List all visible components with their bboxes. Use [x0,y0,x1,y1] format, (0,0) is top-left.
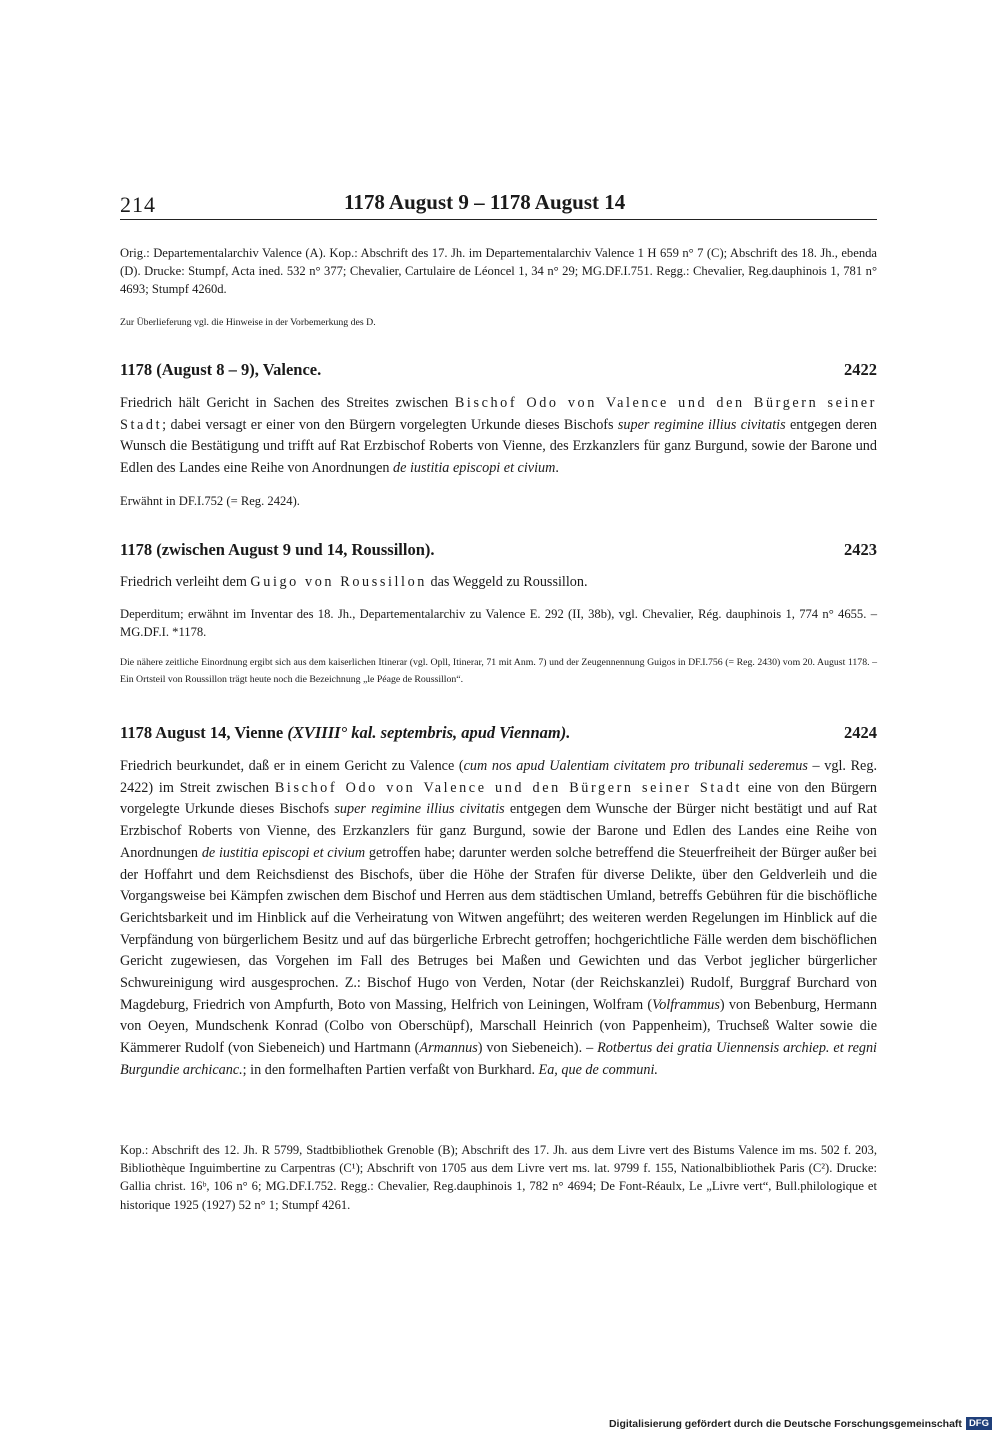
prev-entry-note: Zur Überlieferung vgl. die Hinweise in der Vorbemerkung des D. [120,317,376,328]
entry-2423-regest: Friedrich verleiht dem Guigo von Roussillon das Weggeld zu Roussillon. [120,574,588,590]
entry-date: 1178 August 14, Vienne (XVIIII° kal. septembris, apud Viennam). [120,723,571,742]
entry-2423-heading [120,540,877,560]
running-header [120,192,877,222]
entry-date: 1178 (zwischen August 9 und 14, Roussillon). [120,540,435,559]
entry-2424-heading [120,723,877,743]
dfg-logo: DFG [966,1417,992,1430]
prev-entry-sources: Orig.: Departementalarchiv Valence (A). Kop.: Abschrift des 17. Jh. im Departementalarchiv Valence 1 H 659 n° 7 (C); Abschrift des 18. Jh., ebenda (D). Drucke: Stumpf, Acta ined. 532 n° 377; Chevalier, Cartulaire de Léoncel 1, 34 n° 29; MG.DF.I.751. Regg.: Chevalier, Reg.dauphinois 1, 781 n° 4693; Stumpf 4260d. [120,246,877,297]
footer-text: Digitalisierung gefördert durch die Deutsche Forschungsgemeinschaft [608,1417,962,1430]
entry-number: 2422 [844,360,877,379]
entry-2423-sources: Deperditum; erwähnt im Inventar des 18. Jh., Departementalarchiv zu Valence E. 292 (II, 38b), vgl. Chevalier, Rég. dauphinois 1, 774 n° 4655. – MG.DF.I. *1178. [120,607,877,640]
running-title: 1178 August 9 – 1178 August 14 [344,190,626,214]
entry-number: 2424 [844,723,877,742]
entry-2424-sources: Kop.: Abschrift des 12. Jh. R 5799, Stadtbibliothek Grenoble (B); Abschrift des 17. Jh. aus dem Livre vert des Bistums Valence im ms. 502 f. 203, Bibliothèque Inguimbertine zu Carpentras (C¹); Abschrift von 1705 aus dem Livre vert ms. lat. 9799 f. 155, Nationalbibliothek Paris (C²). Drucke: Gallia christ. 16ᵇ, 106 n° 6; MG.DF.I.752. Regg.: Chevalier, Reg.dauphinois 1, 782 n° 4694; De Font-Réaulx, Le „Livre vert“, Bull.philologique et historique 1925 (1927) 52 n° 1; Stumpf 4261. [120,1143,877,1212]
spaced-name: Guigo von Roussillon [250,574,427,590]
entry-2422-regest: Friedrich hält Gericht in Sachen des Streites zwischen Bischof Odo von Valence und den Bürgern seiner Stadt; dabei versagt er einer von den Bürgern vorgelegten Urkunde dieses Bischofs super regimine illius civitatis entgegen deren Wunsch die Bestätigung und trifft auf Rat Erzbischof Roberts von Vienne, des Erzkanzlers für ganz Burgund, sowie der Barone und Edlen des Landes eine Reihe von Anordnungen de iustitia episcopi et civium. [120,395,877,477]
entry-2423-note: Die nähere zeitliche Einordnung ergibt sich aus dem kaiserlichen Itinerar (vgl. Opll, Itinerar, 71 mit Anm. 7) und der Zeugennennung Guigos in DF.I.756 (= Reg. 2430) vom 20. August 1178. – Ein Ortsteil von Roussillon trägt heute noch die Bezeichnung „le Péage de Roussillon“. [120,657,877,685]
entry-date: 1178 (August 8 – 9), Valence. [120,360,322,379]
page-number: 214 [120,192,156,217]
entry-2422-note: Erwähnt in DF.I.752 (= Reg. 2424). [120,494,300,508]
entry-number: 2423 [844,540,877,559]
dfg-footer [609,1417,992,1430]
spaced-name: Bischof Odo von Valence und den Bürgern seiner Stadt [120,395,877,433]
header-rule [120,219,877,220]
entry-2422-heading [120,360,877,380]
spaced-name: Bischof Odo von Valence und den Bürgern seiner Stadt [274,779,743,796]
entry-2424-regest: Friedrich beurkundet, daß er in einem Gericht zu Valence (cum nos apud Ualentiam civitatem pro tribunali sederemus – vgl. Reg. 2422) im Streit zwischen Bischof Odo von Valence und den Bürgern seiner Stadt eine von den Bürgern vorgelegte Urkunde dieses Bischofs super regimine illius civitatis entgegen dem Wunsche der Bürger nicht bestätigt und auf Rat Erzbischof Roberts von Vienne, des Erzkanzlers für ganz Burgund, sowie der Barone und Edlen des Landes eine Reihe von Anordnungen de iustitia episcopi et civium getroffen habe; darunter werden solche betreffend die Steuerfreiheit der Bürger außer bei der Hoffahrt und dem Reichsdienst des Bischofs, über die Höhe der Strafen für diverse Delikte, über den Geldverleih und die Vorgangsweise bei Kämpfen zwischen dem Bischof und Herren aus dem städtischen Umland, betreffs Gebühren für die bischöfliche Gerichtsbarkeit und im Hinblick auf die Verheiratung von Witwen angeführt; des weiteren werden Regelungen im Hinblick auf die Verpfändung von bürgerlichem Besitz und auf das bürgerliche Erbrecht getroffen; hochgerichtliche Fälle werden dem bischöflichen Gericht zugewiesen, das Vorgehen im Fall des Betruges bei Maßen und Gewichten und das Verbot jeglicher bürgerlicher Schwureinigung wird ausgesprochen. Z.: Bischof Hugo von Verden, Notar (der Reichskanzlei) Rudolf, Burggraf Burchard von Magdeburg, Friedrich von Ampfurth, Boto von Massing, Helfrich von Leiningen, Wolfram (Volframmus) von Bebenburg, Hermann von Oeyen, Mundschenk Konrad (Colbo von Oberschüpf), Marschall Heinrich (von Pappenheim), Truchseß Walter sowie die Kämmerer Rudolf (von Siebeneich) und Hartmann (Armannus) von Siebeneich). – Rotbertus dei gratia Uiennensis archiep. et regni Burgundie archicanc.; in den formelhaften Partien verfaßt von Burkhard. Ea, que de communi. [120,758,878,1078]
